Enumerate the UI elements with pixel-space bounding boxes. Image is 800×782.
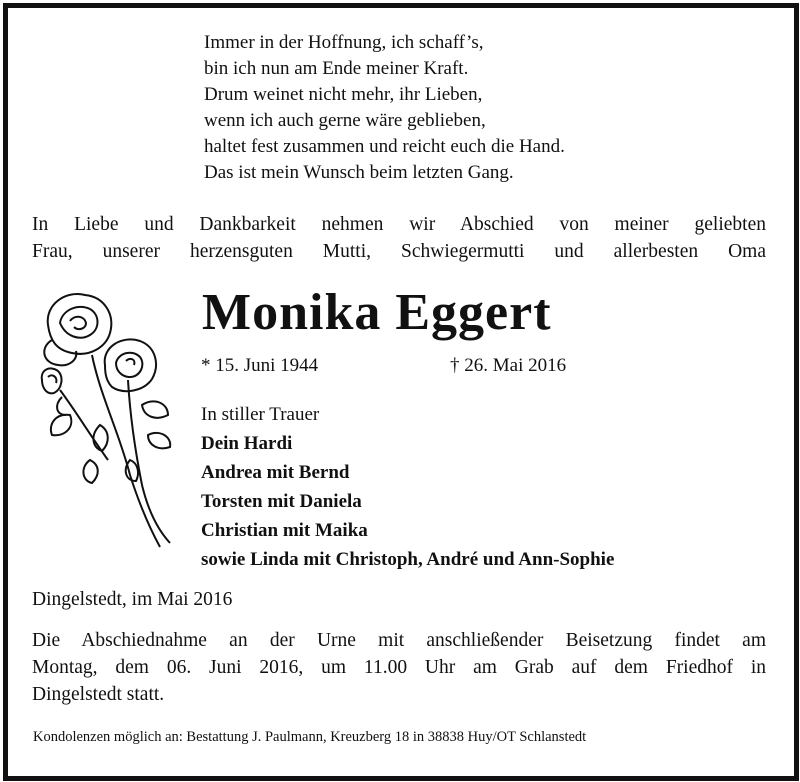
mourner-name: Torsten mit Daniela <box>201 491 362 512</box>
intro-line: In Liebe und Dankbarkeit nehmen wir Abschied von meiner geliebten <box>32 214 766 235</box>
ceremony-text <box>32 627 766 708</box>
birth-date: * 15. Juni 1944 <box>201 355 319 376</box>
mourner-name: Andrea mit Bernd <box>201 462 350 483</box>
death-date: † 26. Mai 2016 <box>450 355 567 376</box>
poem <box>204 30 565 186</box>
poem-line: Drum weinet nicht mehr, ihr Lieben, <box>204 84 483 105</box>
ceremony-line: Dingelstedt statt. <box>32 684 165 705</box>
condolence-footer: Kondolenzen möglich an: Bestattung J. Paulmann, Kreuzberg 18 in 38838 Huy/OT Schlanstedt <box>33 729 587 745</box>
mourner-name: Christian mit Maika <box>201 520 368 541</box>
mourners <box>201 400 614 574</box>
ceremony-line: Montag, dem 06. Juni 2016, um 11.00 Uhr am Grab auf dem Friedhof in <box>32 657 766 678</box>
intro-text <box>32 211 766 265</box>
poem-line: haltet fest zusammen und reicht euch die Hand. <box>204 136 565 157</box>
rose-illustration <box>30 285 180 555</box>
poem-line: wenn ich auch gerne wäre geblieben, <box>204 110 486 131</box>
mourner-name: sowie Linda mit Christoph, André und Ann-Sophie <box>201 549 615 570</box>
deceased-name: Monika Eggert <box>202 284 552 341</box>
ceremony-line: Die Abschiednahme an der Urne mit anschließender Beisetzung findet am <box>32 630 766 651</box>
poem-line: Das ist mein Wunsch beim letzten Gang. <box>204 162 514 183</box>
place-date: Dingelstedt, im Mai 2016 <box>32 589 233 610</box>
mourners-heading: In stiller Trauer <box>201 404 320 425</box>
poem-line: Immer in der Hoffnung, ich schaff’s, <box>204 32 484 53</box>
intro-line: Frau, unserer herzensguten Mutti, Schwiegermutti und allerbesten Oma <box>32 241 766 262</box>
mourner-name: Dein Hardi <box>201 433 293 454</box>
poem-line: bin ich nun am Ende meiner Kraft. <box>204 58 469 79</box>
